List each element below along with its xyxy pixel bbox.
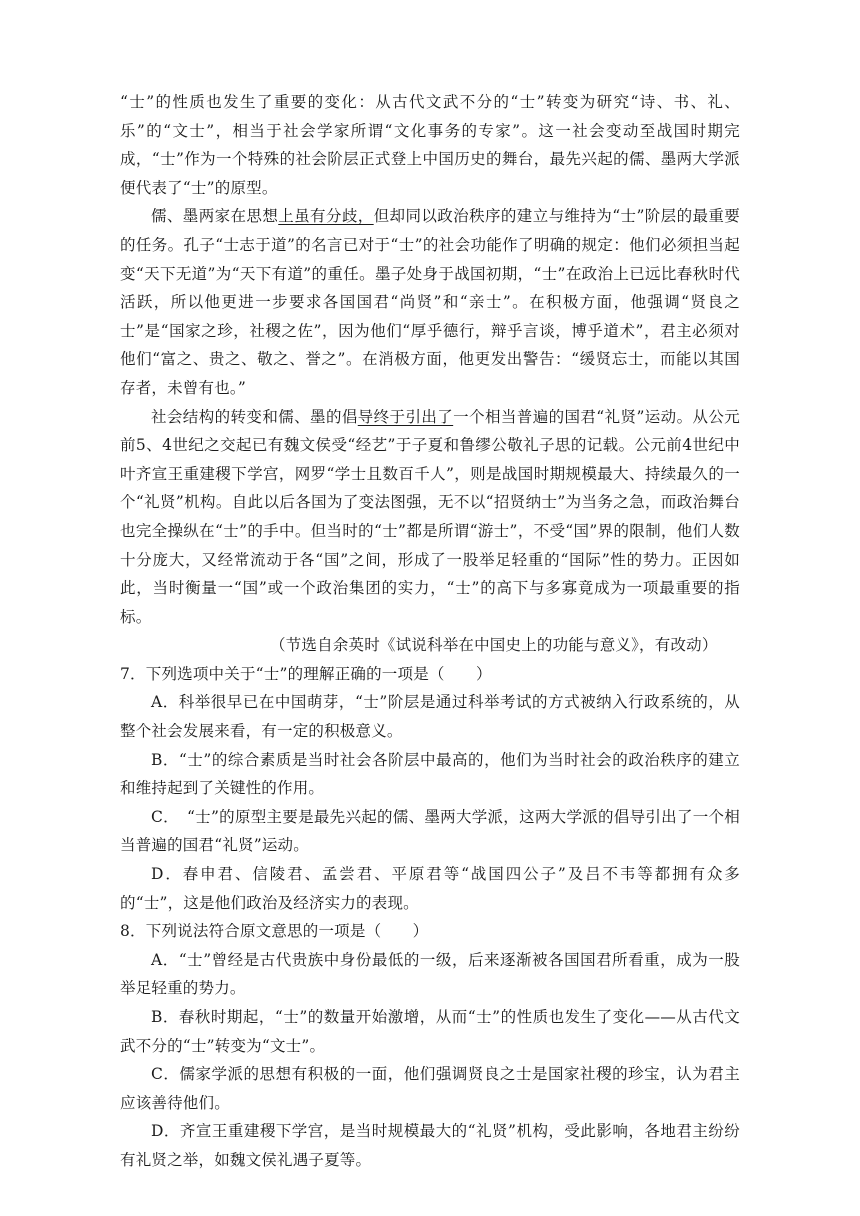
question-7 bbox=[120, 660, 740, 917]
paragraph-2-text-end: 但却同以政治秩序的建立与维持为“士”阶层的最重要的任务。孔子“士志于道”的名言已对于“士”的社会功能作了明确的规定：他们必须担当起变“天下无道”为“天下有道”的重任。墨子处身于战国初期，“士”在政治上已远比春秋时代活跃，所以他更进一步要求各国国君“尚贤”和“亲士”。在积极方面，他强调“贤良之士”是“国家之珍，社稷之佐”，因为他们“厚乎德行，辩乎言谈，博乎道术”，君主必须对他们“富之、贵之、敬之、誉之”。在消极方面，他更发出警告：“缓贤忘士，而能以其国存者，未曾有也。” bbox=[120, 207, 740, 397]
paragraph-3-text-start: 社会结构的转变和儒、墨的倡 bbox=[151, 407, 358, 426]
paragraph-2-text-start: 儒、墨两家在思想 bbox=[151, 207, 279, 226]
option-c: C． “士”的原型主要是最先兴起的儒、墨两大学派，这两大学派的倡导引出了一个相当普遍的国君“礼贤”运动。 bbox=[120, 807, 740, 855]
question-stem: 8．下列说法符合原文意思的一项是（ ） bbox=[120, 922, 429, 941]
option-d: D．春申君、信陵君、孟尝君、平原君等“战国四公子”及吕不韦等都拥有众多的“士”，这是他们政治及经济实力的表现。 bbox=[120, 865, 740, 912]
option-b: B．“士”的综合素质是当时社会各阶层中最高的，他们为当时社会的政治秩序的建立和维持起到了关键性的作用。 bbox=[120, 750, 740, 798]
question-stem: 7．下列选项中关于“士”的理解正确的一项是（ ） bbox=[120, 664, 492, 683]
underlined-phrase-1: 上虽有分歧， bbox=[278, 207, 374, 226]
option-a: A．科举很早已在中国萌芽，“士”阶层是通过科举考试的方式被纳入行政系统的，从整个社会发展来看，有一定的积极意义。 bbox=[120, 693, 740, 741]
underlined-phrase-2: 导终于引出了 bbox=[357, 407, 454, 426]
paragraph-3-text-end: 一个相当普遍的国君“礼贤”运动。从公元前5、4世纪之交起已有魏文侯受“经艺”于子夏和鲁缪公敬礼子思的记载。公元前4世纪中叶齐宣王重建稷下学宫，网罗“学士且数百千人”，则是战国时期规模最大、持续最久的一个“礼贤”机构。自此以后各国为了变法图强，无不以“招贤纳士”为当务之急，而政治舞台也完全操纵在“士”的手中。但当时的“士”都是所谓“游士”，不受“国”界的限制，他们人数十分庞大，又经常流动于各“国”之间，形成了一股举足轻重的“国际”性的势力。正因如此，当时衡量一“国”或一个政治集团的实力，“士”的高下与多寡竟成为一项最重要的指标。 bbox=[120, 407, 740, 626]
source-citation: （节选自余英时《试说科举在中国史上的功能与意义》，有改动） bbox=[270, 636, 718, 655]
option-c: C．儒家学派的思想有积极的一面，他们强调贤良之士是国家社稷的珍宝，认为君主应该善待他们。 bbox=[120, 1065, 740, 1112]
option-b: B．春秋时期起，“士”的数量开始激增，从而“士”的性质也发生了变化——从古代文武不分的“士”转变为“文士”。 bbox=[120, 1008, 740, 1055]
question-8 bbox=[120, 917, 740, 1174]
passage-paragraph-2 bbox=[120, 202, 740, 402]
option-a: A．“士”曾经是古代贵族中身份最低的一级，后来逐渐被各国国君所看重，成为一股举足轻重的势力。 bbox=[120, 950, 740, 998]
option-d: D．齐宣王重建稷下学宫，是当时规模最大的“礼贤”机构，受此影响，各地君主纷纷有礼贤之举，如魏文侯礼遇子夏等。 bbox=[120, 1122, 740, 1169]
passage-paragraph-1: “士”的性质也发生了重要的变化：从古代文武不分的“士”转变为研究“诗、书、礼、乐”的“文士”，相当于社会学家所谓“文化事务的专家”。这一社会变动至战国时期完成，“士”作为一个特殊的社会阶层正式登上中国历史的舞台，最先兴起的儒、墨两大学派便代表了“士”的原型。 bbox=[120, 93, 740, 197]
passage-paragraph-3 bbox=[120, 403, 740, 632]
